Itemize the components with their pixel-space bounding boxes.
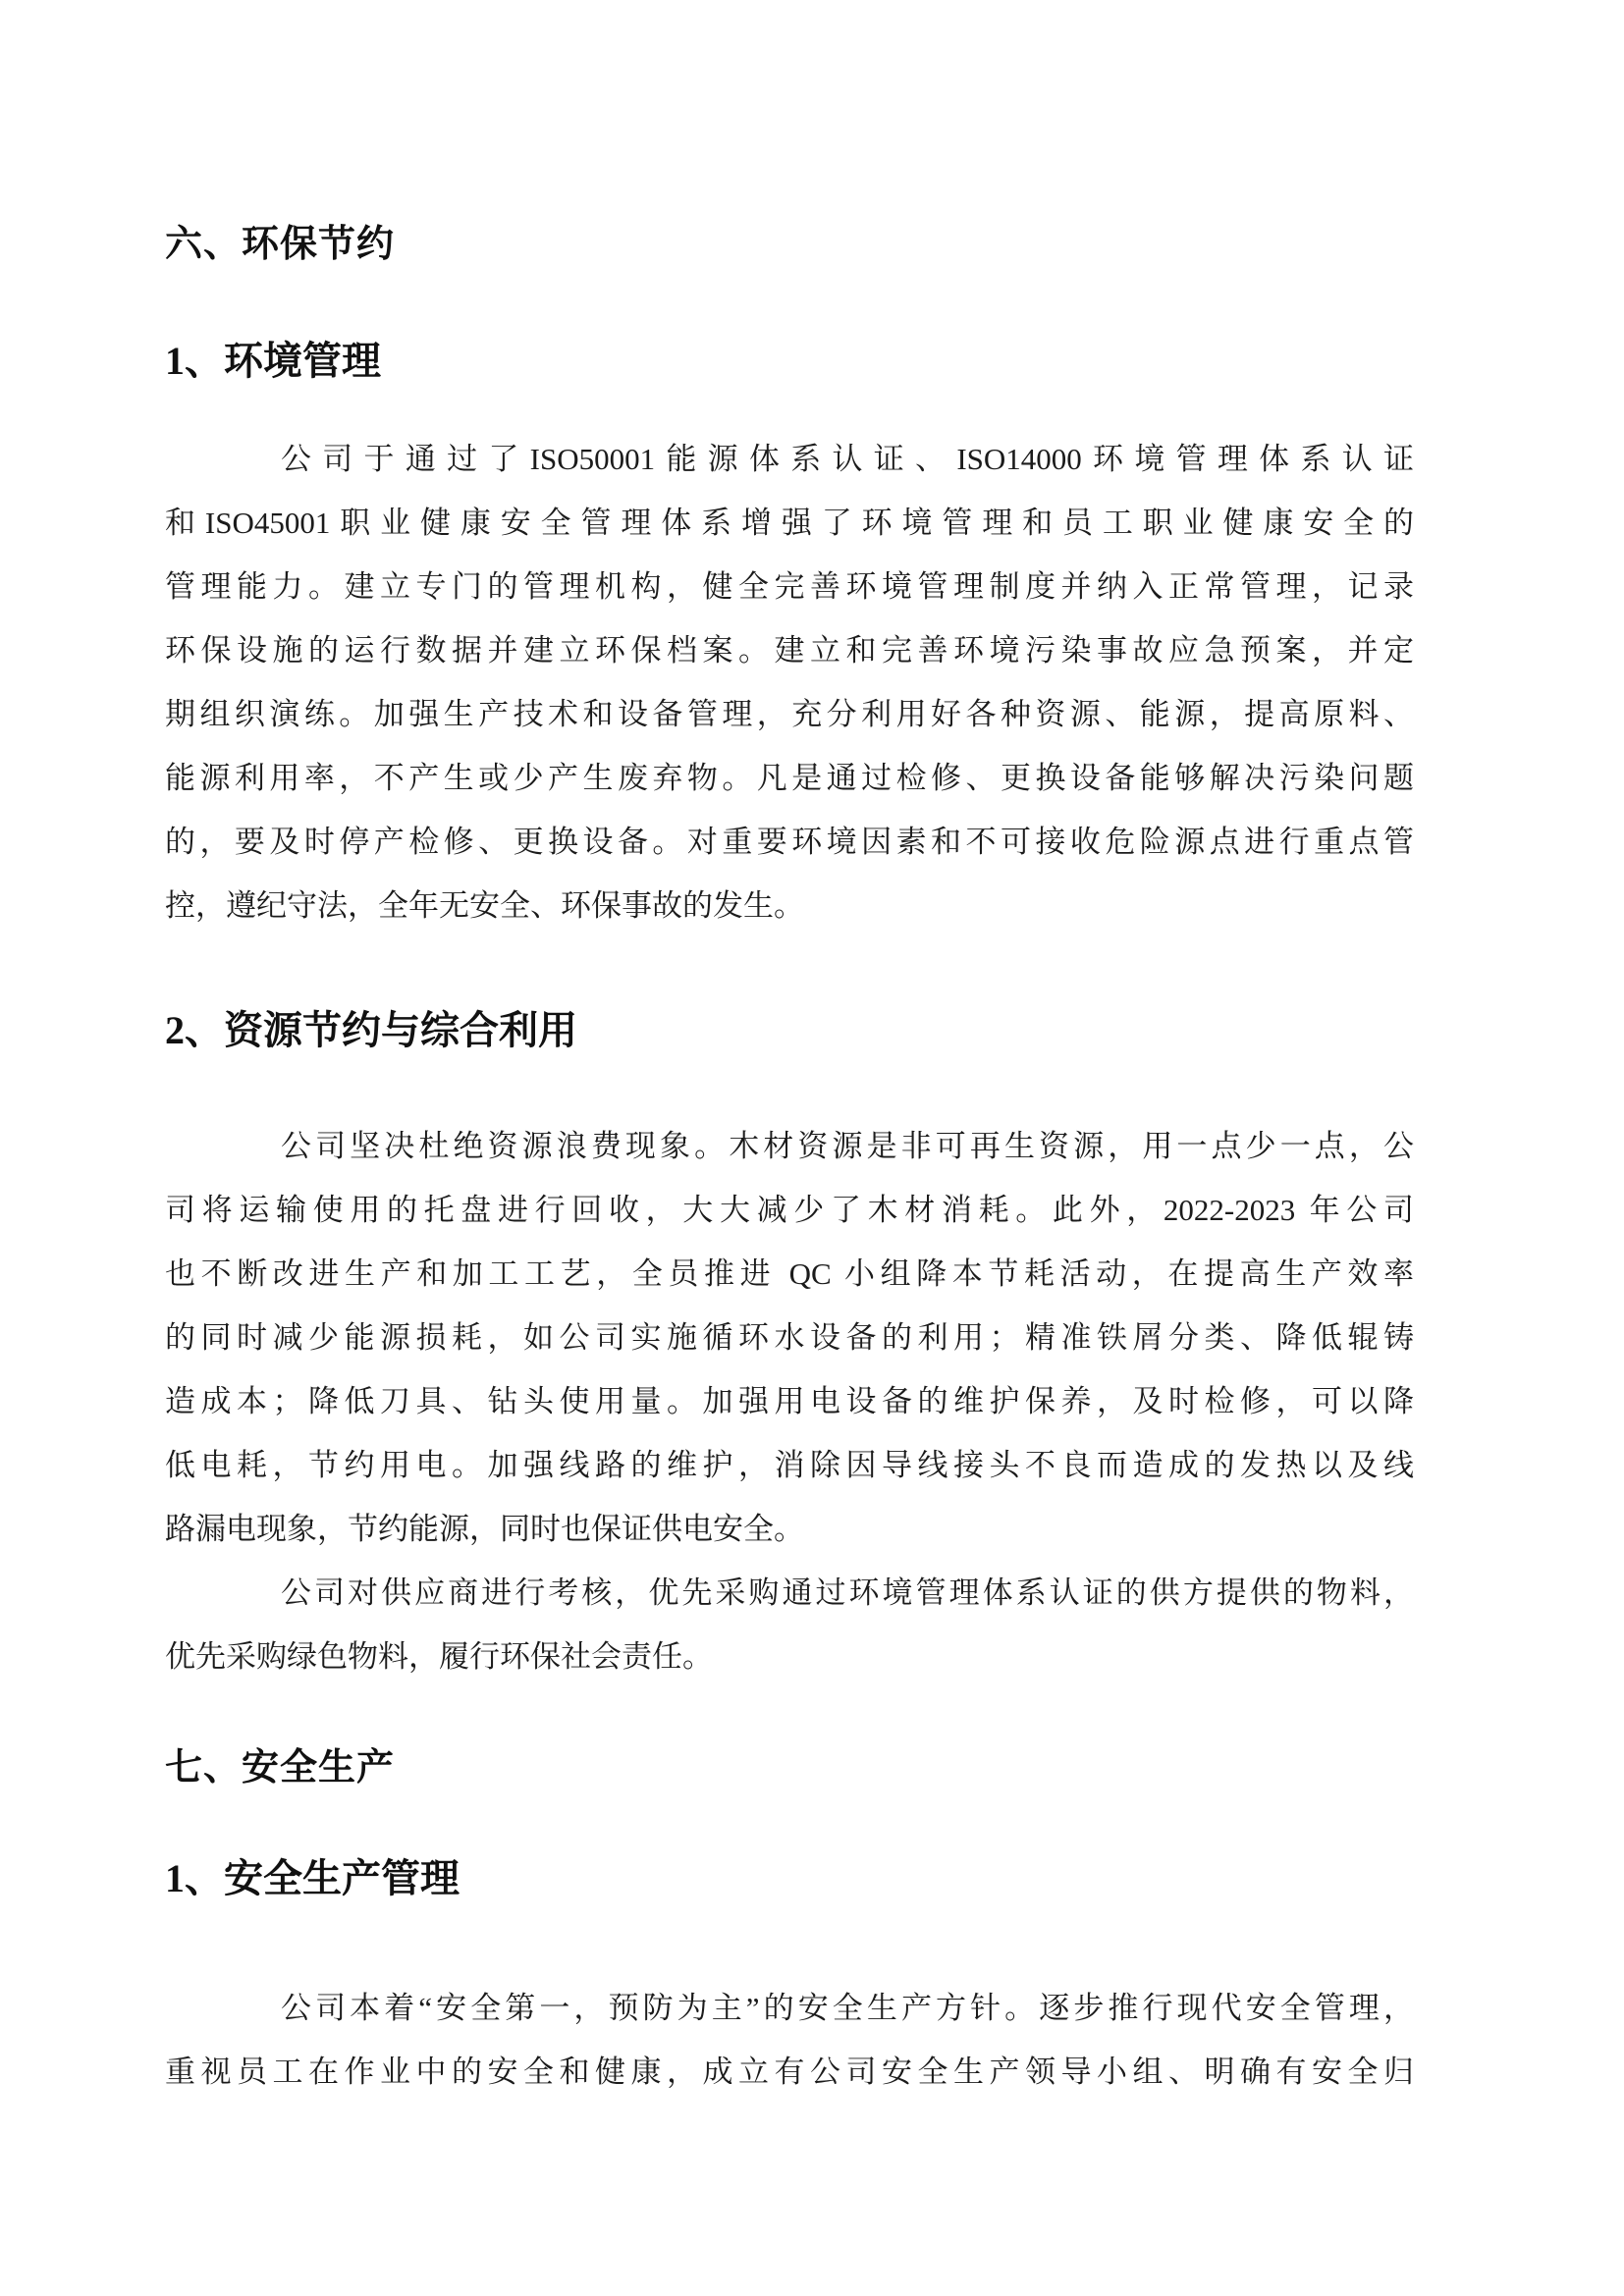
subheading-safety-management: 1、安全生产管理: [165, 1856, 460, 1900]
paragraph-resource-saving: [165, 1114, 1414, 1561]
text-line: 公司坚决杜绝资源浪费现象。木材资源是非可再生资源，用一点少一点，公: [281, 1129, 1414, 1163]
text-line: 的，要及时停产检修、更换设备。对重要环境因素和不可接收危险源点进行重点管: [165, 825, 1414, 859]
text-line: 重视员工在作业中的安全和健康，成立有公司安全生产领导小组、明确有安全归: [165, 2055, 1414, 2089]
text-line: 公司对供应商进行考核，优先采购通过环境管理体系认证的供方提供的物料，: [281, 1575, 1414, 1610]
text-line: 环保设施的运行数据并建立环保档案。建立和完善环境污染事故应急预案，并定: [165, 633, 1414, 667]
paragraph-supplier-assessment: [165, 1561, 1414, 1688]
text-line: 能源利用率，不产生或少产生废弃物。凡是通过检修、更换设备能够解决污染问题: [165, 761, 1414, 795]
text-line: 期组织演练。加强生产技术和设备管理，充分利用好各种资源、能源，提高原料、: [165, 697, 1414, 731]
text-line: 路漏电现象，节约能源，同时也保证供电安全。: [165, 1512, 804, 1546]
paragraph-environment-management: [165, 427, 1414, 937]
text-line: 也不断改进生产和加工工艺，全员推进 QC 小组降本节耗活动，在提高生产效率: [165, 1256, 1414, 1291]
text-line: 和ISO45001职业健康安全管理体系增强了环境管理和员工职业健康安全的: [165, 506, 1414, 540]
text-line: 的同时减少能源损耗，如公司实施循环水设备的利用；精准铁屑分类、降低辊铸: [165, 1320, 1414, 1355]
text-line: 造成本；降低刀具、钻头使用量。加强用电设备的维护保养，及时检修，可以降: [165, 1384, 1414, 1418]
subheading-environment-management: 1、环境管理: [165, 339, 381, 383]
text-line: 管理能力。建立专门的管理机构，健全完善环境管理制度并纳入正常管理，记录: [165, 569, 1414, 604]
text-line: 控，遵纪守法，全年无安全、环保事故的发生。: [165, 888, 804, 923]
text-line: 优先采购绿色物料，履行环保社会责任。: [165, 1639, 713, 1674]
text-line: 公司于通过了ISO50001能源体系认证、ISO14000环境管理体系认证: [281, 442, 1414, 476]
text-line: 公司本着“安全第一，预防为主”的安全生产方针。逐步推行现代安全管理，: [281, 1991, 1414, 2025]
paragraph-safety-management: [165, 1976, 1414, 2104]
section-heading-safety: 七、安全生产: [165, 1747, 396, 1789]
text-line: 司将运输使用的托盘进行回收，大大减少了木材消耗。此外，2022-2023 年公司: [165, 1193, 1414, 1227]
subheading-resource-saving: 2、资源节约与综合利用: [165, 1008, 577, 1052]
text-line: 低电耗，节约用电。加强线路的维护，消除因导线接头不良而造成的发热以及线: [165, 1448, 1414, 1482]
section-heading-environment: 六、环保节约: [165, 224, 396, 265]
